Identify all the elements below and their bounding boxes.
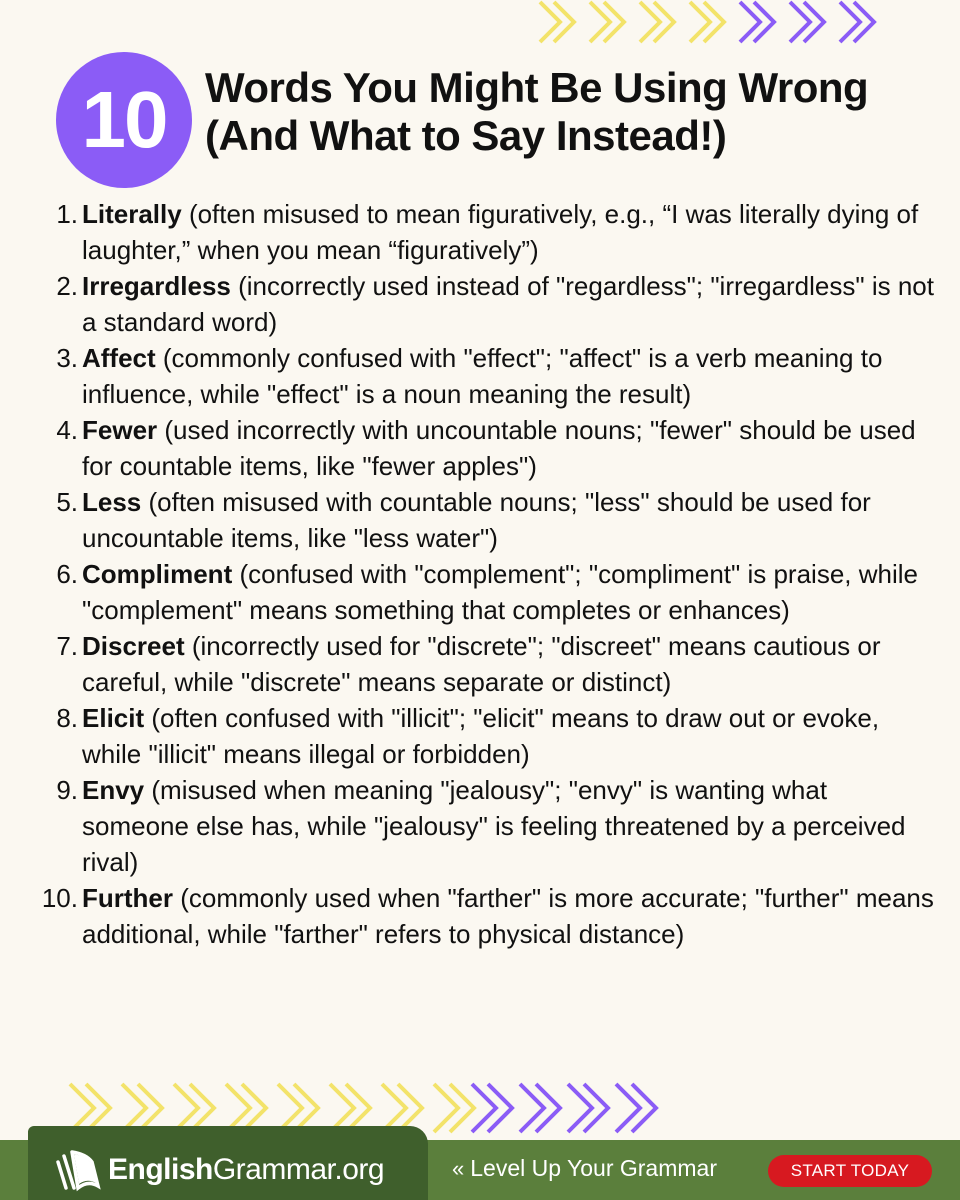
item-number: 7. [56, 631, 78, 661]
chevron-right-icon [488, 1084, 512, 1132]
chevron-right-icon [346, 1084, 370, 1132]
brand-name-bold: English [108, 1153, 213, 1186]
list-item [38, 700, 938, 772]
word-list [38, 196, 938, 952]
item-word: Affect [82, 343, 156, 373]
chevron-right-icon [690, 2, 710, 42]
chevron-right-icon [294, 1084, 318, 1132]
item-number: 8. [56, 703, 78, 733]
chevron-right-icon [242, 1084, 266, 1132]
chevron-right-icon [584, 1084, 608, 1132]
number-badge: 10 [56, 52, 192, 188]
item-explanation: (incorrectly used for "discrete"; "discreet" means cautious or careful, while "discrete" means separate or distinct) [82, 631, 881, 697]
chevron-right-icon [654, 2, 674, 42]
chevron-right-icon [536, 1084, 560, 1132]
item-number: 10. [41, 883, 78, 913]
chevron-right-icon [554, 2, 574, 42]
chevron-right-icon [590, 2, 610, 42]
item-number: 9. [56, 775, 78, 805]
brand-name [108, 1153, 384, 1187]
item-explanation: (commonly confused with "effect"; "affect" is a verb meaning to influence, while "effect" is a noun meaning the result) [82, 343, 883, 409]
item-word: Fewer [82, 415, 158, 445]
item-number: 4. [56, 415, 78, 445]
chevron-right-icon [804, 2, 824, 42]
chevron-right-icon [632, 1084, 656, 1132]
item-word: Envy [82, 775, 145, 805]
chevron-right-icon [398, 1084, 422, 1132]
list-item [38, 628, 938, 700]
chevron-right-icon [86, 1084, 110, 1132]
item-word: Less [82, 487, 142, 517]
page-title [205, 64, 945, 160]
tagline [452, 1155, 717, 1182]
item-number: 6. [56, 559, 78, 589]
item-number: 2. [56, 271, 78, 301]
list-item [38, 268, 938, 340]
list-item [38, 340, 938, 412]
chevron-right-icon [540, 2, 560, 42]
start-today-button[interactable]: START TODAY [768, 1155, 932, 1187]
item-explanation: (commonly used when "farther" is more accurate; "further" means additional, while "farther" refers to physical distance) [82, 883, 934, 949]
brand-name-rest: Grammar.org [212, 1153, 385, 1186]
item-explanation: (often misused with countable nouns; "less" should be used for uncountable items, like "less water") [82, 487, 871, 553]
chevron-right-icon [640, 2, 660, 42]
chevron-right-icon [740, 2, 760, 42]
item-number: 5. [56, 487, 78, 517]
chevron-right-icon [840, 2, 860, 42]
item-explanation: (used incorrectly with uncountable nouns; "fewer" should be used for countable items, like "fewer apples") [82, 415, 916, 481]
item-word: Further [82, 883, 173, 913]
chevron-decoration-top [530, 0, 910, 50]
item-number: 3. [56, 343, 78, 373]
tagline-text: Level Up Your Grammar [470, 1155, 717, 1181]
double-chevron-left-icon: « [452, 1155, 465, 1181]
item-explanation: (often confused with "illicit"; "elicit" means to draw out or evoke, while "illicit" means illegal or forbidden) [82, 703, 880, 769]
item-word: Discreet [82, 631, 185, 661]
chevron-right-icon [138, 1084, 162, 1132]
item-explanation: (incorrectly used instead of "regardless"; "irregardless" is not a standard word) [82, 271, 934, 337]
list-item [38, 196, 938, 268]
item-word: Literally [82, 199, 182, 229]
list-item [38, 556, 938, 628]
book-pages-icon [52, 1148, 102, 1192]
list-item [38, 412, 938, 484]
chevron-right-icon [704, 2, 724, 42]
item-number: 1. [56, 199, 78, 229]
chevron-right-icon [190, 1084, 214, 1132]
chevron-right-icon [754, 2, 774, 42]
chevron-right-icon [854, 2, 874, 42]
list-item [38, 484, 938, 556]
item-explanation: (often misused to mean figuratively, e.g., “I was literally dying of laughter,” when you mean “figuratively”) [82, 199, 919, 265]
item-word: Compliment [82, 559, 233, 589]
item-explanation: (confused with "complement"; "compliment" is praise, while "complement" means something that completes or enhances) [82, 559, 918, 625]
title-line-1: Words You Might Be Using Wrong [205, 64, 869, 111]
chevron-right-icon [450, 1084, 474, 1132]
item-explanation: (misused when meaning "jealousy"; "envy" is wanting what someone else has, while "jealousy" is feeling threatened by a perceived rival) [82, 775, 906, 877]
title-line-2: (And What to Say Instead!) [205, 112, 727, 159]
list-item [38, 772, 938, 880]
chevron-right-icon [790, 2, 810, 42]
brand-logo[interactable] [52, 1140, 384, 1200]
chevron-right-icon [604, 2, 624, 42]
item-word: Elicit [82, 703, 145, 733]
item-word: Irregardless [82, 271, 231, 301]
list-item [38, 880, 938, 952]
